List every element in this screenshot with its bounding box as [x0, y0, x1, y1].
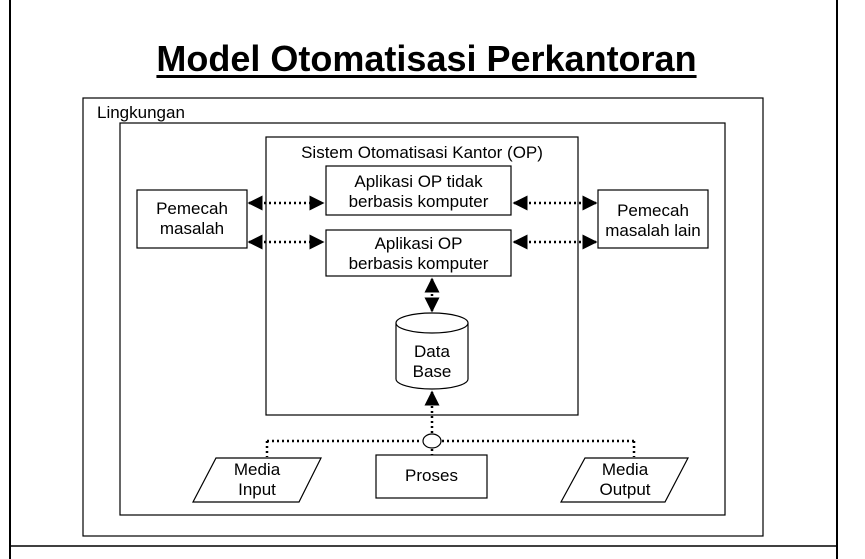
- database-line-2: Base: [412, 362, 452, 381]
- process-label: Proses: [405, 466, 458, 485]
- app-computer-line-2: berbasis komputer: [348, 254, 489, 273]
- problem-solver-other-label: [598, 201, 708, 241]
- media-output-line-2: Output: [599, 480, 651, 499]
- system-label: Sistem Otomatisasi Kantor (OP): [301, 143, 543, 162]
- app-computer-line-1: Aplikasi OP: [374, 234, 463, 253]
- page-title: Model Otomatisasi Perkantoran: [156, 38, 697, 79]
- media-input-line-1: Media: [233, 460, 281, 479]
- problem-solver-line-2: masalah: [159, 219, 225, 238]
- problem-solver-other-line-2: masalah lain: [605, 221, 701, 240]
- app-non-computer-line-2: berbasis komputer: [348, 192, 489, 211]
- problem-solver-line-1: Pemecah: [156, 199, 228, 218]
- media-output-label: [575, 460, 675, 500]
- problem-solver-other-line-1: Pemecah: [617, 201, 689, 220]
- database-top: [396, 313, 468, 333]
- media-input-line-2: Input: [238, 480, 276, 499]
- connector-hub: [423, 434, 441, 448]
- app-non-computer-label: [326, 172, 511, 212]
- database-label: [396, 342, 468, 382]
- media-output-line-1: Media: [601, 460, 649, 479]
- app-non-computer-line-1: Aplikasi OP tidak: [354, 172, 483, 191]
- database-line-1: Data: [414, 342, 450, 361]
- media-input-label: [207, 460, 307, 500]
- problem-solver-label: [137, 199, 247, 239]
- app-computer-label: [326, 234, 511, 274]
- environment-label: Lingkungan: [97, 103, 185, 122]
